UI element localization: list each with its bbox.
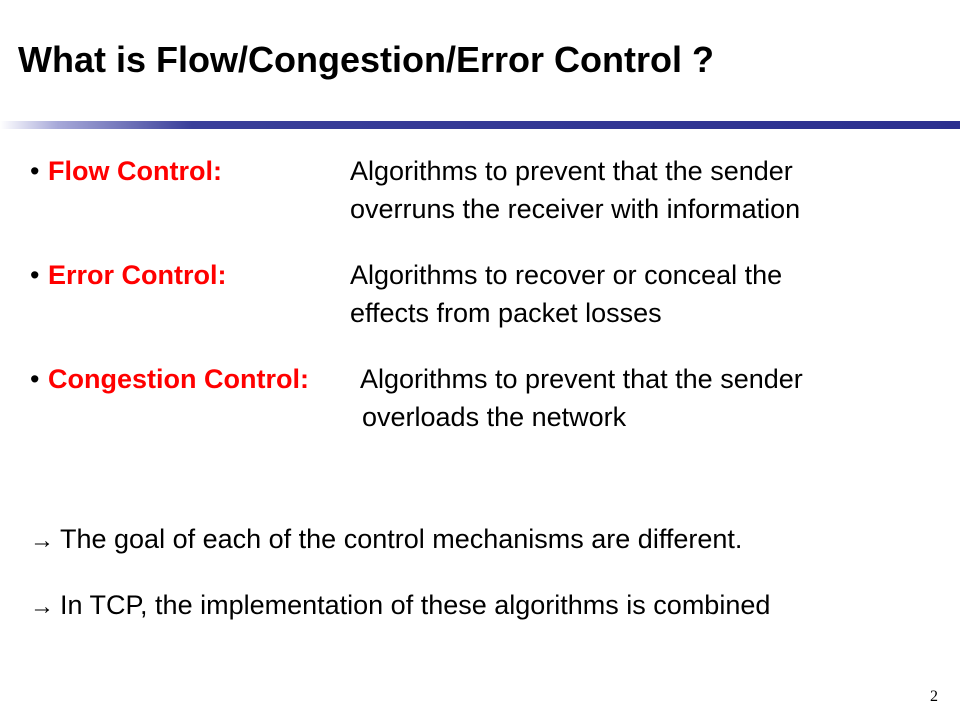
definition-description: [360, 360, 920, 436]
title-divider: [0, 121, 960, 129]
definition-term: Flow Control:: [48, 156, 222, 186]
description-line: Algorithms to recover or conceal the: [350, 260, 783, 290]
summary-point: [30, 586, 940, 652]
right-arrow-icon: →: [30, 593, 54, 620]
bullet-icon: •: [30, 260, 40, 290]
definition-list: [30, 152, 930, 464]
slide-title: What is Flow/Congestion/Error Control ?: [18, 39, 714, 80]
bullet-icon: •: [30, 364, 40, 394]
definition-error-control: [30, 256, 930, 360]
definition-congestion-control: [30, 360, 930, 464]
summary-point: [30, 520, 940, 586]
description-line: overloads the network: [362, 402, 627, 432]
right-arrow-icon: →: [30, 527, 54, 554]
definition-description: [350, 152, 910, 228]
page-number: 2: [930, 688, 938, 705]
description-line: Algorithms to prevent that the sender: [350, 156, 793, 186]
description-line: overruns the receiver with information: [350, 194, 801, 224]
definition-term: Error Control:: [48, 260, 227, 290]
description-line: Algorithms to prevent that the sender: [360, 364, 803, 394]
bullet-icon: •: [30, 156, 40, 186]
summary-point-text: The goal of each of the control mechanisms are different.: [60, 524, 743, 554]
definition-flow-control: [30, 152, 930, 256]
summary-points: [30, 520, 940, 652]
definition-term: Congestion Control:: [48, 364, 309, 394]
description-line: effects from packet losses: [350, 298, 662, 328]
definition-description: [350, 256, 910, 332]
summary-point-text: In TCP, the implementation of these algorithms is combined: [60, 590, 771, 620]
